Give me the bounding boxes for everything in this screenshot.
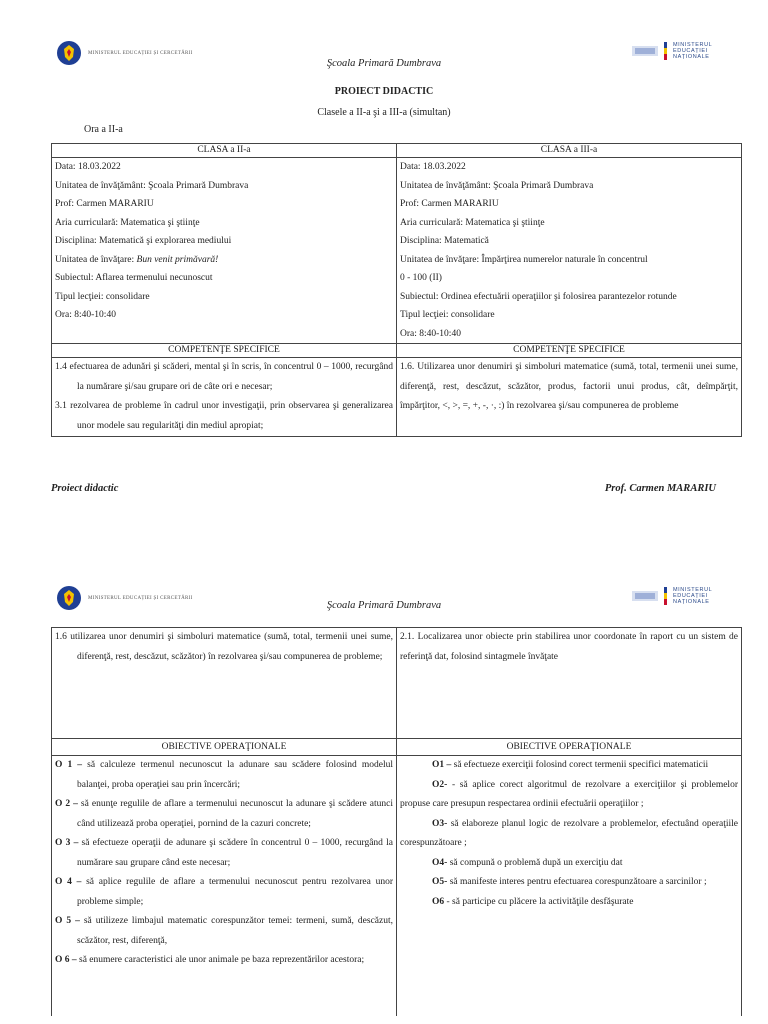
ministry-line-3: NAȚIONALE [673,54,710,60]
objective-label: O1 – [432,760,452,770]
objective-item [55,834,393,873]
col-header-class-2: CLASA a II-a [52,144,397,158]
detail-line: Data: 18.03.2022 [55,162,121,172]
objective-label: O 3 – [55,838,79,848]
competence-item: 1.6. Utilizarea unor denumiri şi simboluri matematice (sumă, total, termenii unei sume, diferenţă, rest, descăzut, scăzător, produs, factorii unui produs, cât, deîmpărţit, împărţitor, <, >, =, +, -, ·, :) în rezolvarea şi/sau compunerea de probleme [400,362,738,411]
objectives-table [51,627,742,1016]
obj-header-left: OBIECTIVE OPERAŢIONALE [52,739,397,756]
competence-item: 1.6 utilizarea unor denumiri şi simboluri matematice (sumă, total, termenii unei sume, diferenţă, rest, descăzut, scăzător) în rezolvarea şi/sau compunerea de probleme; [55,632,393,662]
objective-label: O6 [432,896,445,907]
ministry-line-3: NAȚIONALE [673,599,710,605]
competence-item: 3.1 rezolvarea de probleme în cadrul unor investigaţii, prin observarea şi generalizarea unor modele sau regularităţi din mediul apropiat; [55,401,393,431]
objective-item [55,912,393,951]
objective-label: O 6 – [55,955,77,965]
competence-item: 1.4 efectuarea de adunări şi scăderi, mental şi în scris, în concentrul 0 – 1000, recurgând la numărare şi/sau grupare ori de câte ori e necesar; [55,362,393,392]
objective-text: să compună o problemă după un exerciţiu dat [447,857,623,868]
objective-label: O2- [432,779,448,790]
unit-label: Unitatea de învăţare: [55,254,137,265]
objective-text: - să participe cu plăcere la activităţile desfăşurate [444,896,634,907]
footer-right: Prof. Carmen MARARIU [604,483,716,494]
footer-left: Proiect didactic [51,483,119,494]
document-subtitle: Clasele a II-a şi a III-a (simultan) [317,107,451,118]
unit-title: Bun venit primăvară! [136,254,219,265]
objective-text: să aplice regulile de aflare a termenului necunoscut pentru rezolvarea unor probleme simple; [77,877,394,907]
objective-item [400,815,738,854]
detail-line: Disciplina: Matematică şi explorarea mediului [55,236,232,246]
objective-item [55,795,393,834]
col-header-class-3: CLASA a III-a [397,144,742,158]
lesson-table [51,143,742,437]
objective-text: să elaboreze planul logic de rezolvare a problemelor, efectuând operaţiile corespunzătoare ; [400,818,738,848]
objective-text: să utilizeze limbajul matematic corespunzător temei: termeni, sumă, descăzut, scăzător, rest, diferenţă, [77,916,394,946]
objective-text: să calculeze termenul necunoscut la adunare sau scădere folosind modelul balanţei, proba operaţiei sau prin încercări; [77,760,393,790]
objective-label: O 1 – [55,760,83,770]
objective-label: O3- [432,818,448,829]
objective-label: O5- [432,877,448,887]
page-2 [0,575,768,1024]
ora-label: Ora a II-a [84,124,123,135]
objective-text: - să aplice corect algoritmul de rezolvare a exerciţiilor şi problemelor propuse care presupun respectarea ordinii efectuării operaţiilor ; [400,779,738,809]
school-name: Şcoala Primară Dumbrava [326,600,442,611]
objective-item [400,854,738,874]
ministry-line-2: EDUCAȚIEI [673,593,708,599]
ministry-name-left: MINISTERUL EDUCAȚIEI ȘI CERCETĂRII [88,595,193,601]
objective-label: O 2 – [55,799,78,809]
detail-line: Unitatea de învăţământ: Şcoala Primară Dumbrava [400,180,594,191]
detail-line: Unitatea de învăţare: Împărţirea numerelor naturale în concentrul [400,254,648,265]
detail-line: Ora: 8:40-10:40 [400,328,461,339]
objective-item [55,756,393,795]
objective-label: O 5 – [55,916,80,926]
ministry-line-1: MINISTERUL [673,587,713,593]
objective-item [55,951,393,971]
competences-continued-right [397,628,742,739]
objective-item [400,893,738,913]
detail-line: Aria curriculară: Matematica şi ştiinţe [55,217,200,228]
page-2-header [0,575,768,635]
objectives-class-2 [52,756,397,1016]
ministry-line-2: EDUCAȚIEI [673,48,708,54]
page-gap [0,540,768,575]
page-2-header-offset [0,0,768,60]
objective-item [400,776,738,815]
objective-item [55,873,393,912]
objectives-class-3 [397,756,742,1016]
detail-line: Prof: Carmen MARARIU [55,199,154,209]
detail-line: Ora: 8:40-10:40 [55,310,116,320]
detail-line: Subiectul: Aflarea termenului necunoscut [55,273,213,283]
ministry-name-left: MINISTERUL EDUCAȚIEI ȘI CERCETĂRII [88,50,193,56]
objective-label: O 4 – [55,877,82,887]
school-name: Şcoala Primară Dumbrava [326,58,442,69]
objective-item [400,873,738,893]
objective-text: să enumere caracteristici ale unor animale pe baza reprezentărilor acestora; [76,955,365,965]
objective-text: să efectueze operaţii de adunare şi scădere în concentrul 0 – 1000, recurgând la numărare sau grupare când este necesar; [77,838,393,868]
detail-line: Aria curriculară: Matematica şi ştiinţe [400,217,545,228]
detail-line: Data: 18.03.2022 [400,162,466,172]
class-3-details [397,158,742,344]
detail-line: Tipul lecţiei: consolidare [55,291,150,302]
objective-item [400,756,738,776]
objective-label: O4- [432,857,448,868]
ministry-line-1: MINISTERUL [673,42,713,48]
class-2-details [52,158,397,344]
detail-line: 0 - 100 (II) [400,273,442,283]
objective-text: să enunţe regulile de aflare a termenului necunoscut la adunare şi scădere atunci când utilizează proba operaţiei, pornind de la cazuri concrete; [77,799,393,829]
detail-line-unit [55,251,393,270]
detail-line: Tipul lecţiei: consolidare [400,310,495,320]
document-title: PROIECT DIDACTIC [334,86,434,97]
competences-continued-left [52,628,397,739]
competences-class-2 [52,358,397,437]
competence-item: 2.1. Localizarea unor obiecte prin stabilirea unor coordonate în raport cu un sistem de referinţă dat, folosind sintagmele învăţate [400,632,738,662]
objective-text: să efectueze exerciţii folosind corect termenii specifici matematicii [451,760,709,770]
competences-class-3 [397,358,742,437]
objective-text: să manifeste interes pentru efectuarea corespunzătoare a sarcinilor ; [447,877,707,887]
detail-line: Unitatea de învăţământ: Şcoala Primară Dumbrava [55,180,249,191]
detail-line: Disciplina: Matematică [400,236,489,246]
detail-line: Subiectul: Ordinea efectuării operaţiilor şi folosirea parantezelor rotunde [400,291,677,302]
comp-header-right: COMPETENŢE SPECIFICE [397,344,742,358]
obj-header-right: OBIECTIVE OPERAŢIONALE [397,739,742,756]
detail-line: Prof: Carmen MARARIU [400,199,499,209]
comp-header-left: COMPETENŢE SPECIFICE [52,344,397,358]
